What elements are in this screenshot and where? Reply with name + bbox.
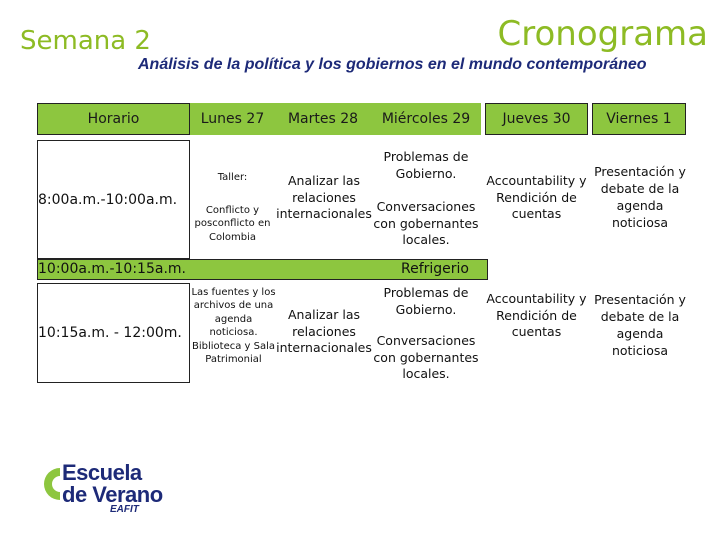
header-lunes: Lunes 27 xyxy=(190,103,275,135)
escuela-de-verano-logo xyxy=(38,460,198,520)
course-subtitle: Análisis de la política y los gobiernos en el mundo contemporáneo xyxy=(138,56,647,73)
time-slot-2 xyxy=(37,283,190,383)
header-miercoles: Miércoles 29 xyxy=(371,103,481,135)
header-viernes: Viernes 1 xyxy=(592,103,686,135)
header-jueves: Jueves 30 xyxy=(485,103,588,135)
logo-line1: Escuela xyxy=(62,460,142,485)
logo-line2: de Verano xyxy=(62,482,163,507)
week-label: Semana 2 xyxy=(20,26,151,56)
page-title: Cronograma xyxy=(497,14,708,54)
time-slot-1 xyxy=(37,140,190,259)
slot1-viernes: Presentación y debate de la agenda noticiosa xyxy=(594,164,686,230)
slot2-jueves: Accountability y Rendición de cuentas xyxy=(486,290,587,340)
header-martes: Martes 28 xyxy=(275,103,371,135)
slot2-viernes: Presentación y debate de la agenda noticiosa xyxy=(594,292,686,358)
slot1-jueves: Accountability y Rendición de cuentas xyxy=(486,172,587,222)
slot2-miercoles-b: Conversaciones con gobernantes locales. xyxy=(373,332,479,382)
slot2-lunes: Las fuentes y los archivos de una agenda noticiosa. Biblioteca y Sala Patrimonial xyxy=(191,286,276,365)
slot1-miercoles-a: Problemas de Gobierno. xyxy=(383,149,469,181)
slot2-miercoles-a: Problemas de Gobierno. xyxy=(383,285,469,317)
header-horario: Horario xyxy=(37,103,190,135)
break-label: Refrigerio xyxy=(401,261,469,277)
logo-mark-icon xyxy=(38,466,64,502)
slot1-martes: Analizar las relaciones internacionales xyxy=(276,172,372,222)
slot1-lunes-desc: Conflicto y posconflicto en Colombia xyxy=(194,204,271,243)
time-slot-2-label: 10:15a.m. - 12:00m. xyxy=(38,325,182,341)
time-slot-1-label: 8:00a.m.-10:00a.m. xyxy=(38,191,178,208)
slot2-martes: Analizar las relaciones internacionales xyxy=(276,306,372,356)
break-row xyxy=(37,259,488,280)
slot1-miercoles-b: Conversaciones con gobernantes locales. xyxy=(373,198,479,248)
break-time: 10:00a.m.-10:15a.m. xyxy=(38,261,186,277)
logo-brand: EAFIT xyxy=(110,504,139,515)
slot1-lunes-title: Taller: xyxy=(217,172,248,184)
